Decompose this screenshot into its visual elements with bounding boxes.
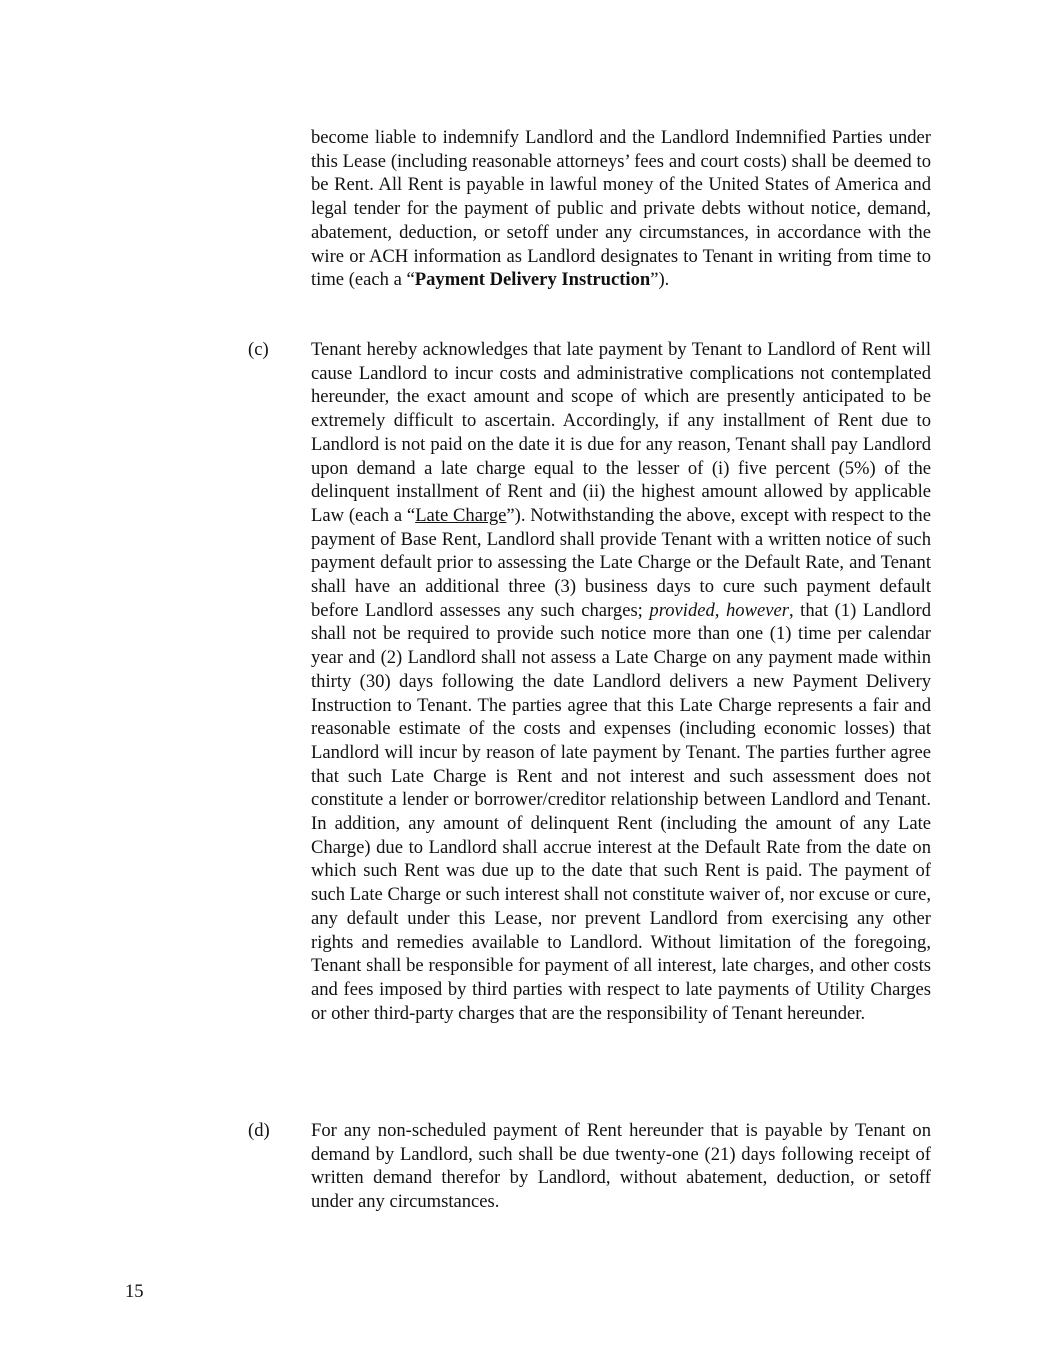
provided-however-term: provided, however — [649, 599, 789, 621]
continuation-text-1: become liable to indemnify Landlord and the Landlord Indemnified Parties under this Lease (including reasonable attorneys’ fees and court costs) shall be deemed to be Rent. All Rent is payable in lawful money of the United States of America and legal tender for the payment of public and private debts without notice, demand, abatement, deduction, or setoff under any circumstances, in accordance with the wire or ACH information as Landlord designates to Tenant in writing from time to time (each a “ — [311, 127, 931, 291]
late-charge-term: Late Charge — [415, 504, 507, 526]
page-number: 15 — [125, 1281, 144, 1302]
section-d-label: (d) — [248, 1120, 270, 1141]
section-c-text-2: ”). Notwithstanding the above, except with respect to the payment of Base Rent, Landlord shall provide Tenant with a written notice of such payment default prior to assessing the Late Charge or the Default Rate, and Tenant shall have an additional three (3) business days to cure such payment default before Landlord assesses any such charges; — [311, 504, 931, 621]
section-c-text-3: , that (1) Landlord shall not be required to provide such notice more than one (1) time per calendar year and (2) Landlord shall not assess a Late Charge on any payment made within thirty (30) days following the date Landlord delivers a new Payment Delivery Instruction to Tenant. The parties agree that this Late Charge represents a fair and reasonable estimate of the costs and expenses (including economic losses) that Landlord will incur by reason of late payment by Tenant. The parties further agree that such Late Charge is Rent and not interest and such assessment does not constitute a lender or borrower/creditor relationship between Landlord and Tenant. In addition, any amount of delinquent Rent (including the amount of any Late Charge) due to Landlord shall accrue interest at the Default Rate from the date on which such Rent was due up to the date that such Rent is paid. The payment of such Late Charge or such interest shall not constitute waiver of, nor excuse or cure, any default under this Lease, nor prevent Landlord from exercising any other rights and remedies available to Landlord. Without limitation of the foregoing, Tenant shall be responsible for payment of all interest, late charges, and other costs and fees imposed by third parties with respect to late payments of Utility Charges or other third-party charges that are the responsibility of Tenant hereunder. — [311, 599, 931, 1024]
payment-delivery-instruction-term: Payment Delivery Instruction — [414, 269, 651, 291]
section-c-text-1: Tenant hereby acknowledges that late payment by Tenant to Landlord of Rent will cause Landlord to incur costs and administrative complications not contemplated hereunder, the exact amount and scope of which are presently anticipated to be extremely difficult to ascertain. Accordingly, if any installment of Rent due to Landlord is not paid on the date it is due for any reason, Tenant shall pay Landlord upon demand a late charge equal to the lesser of (i) five percent (5%) of the delinquent installment of Rent and (ii) the highest amount allowed by applicable Law (each a “ — [311, 339, 931, 526]
section-c-paragraph — [311, 338, 931, 1025]
section-d-paragraph: For any non-scheduled payment of Rent hereunder that is payable by Tenant on demand by Landlord, such shall be due twenty-one (21) days following receipt of written demand therefor by Landlord, without abatement, deduction, or setoff under any circumstances. — [311, 1120, 931, 1213]
continuation-text-2: ”). — [650, 269, 670, 291]
section-c-label: (c) — [248, 339, 269, 360]
continuation-paragraph — [311, 126, 931, 292]
